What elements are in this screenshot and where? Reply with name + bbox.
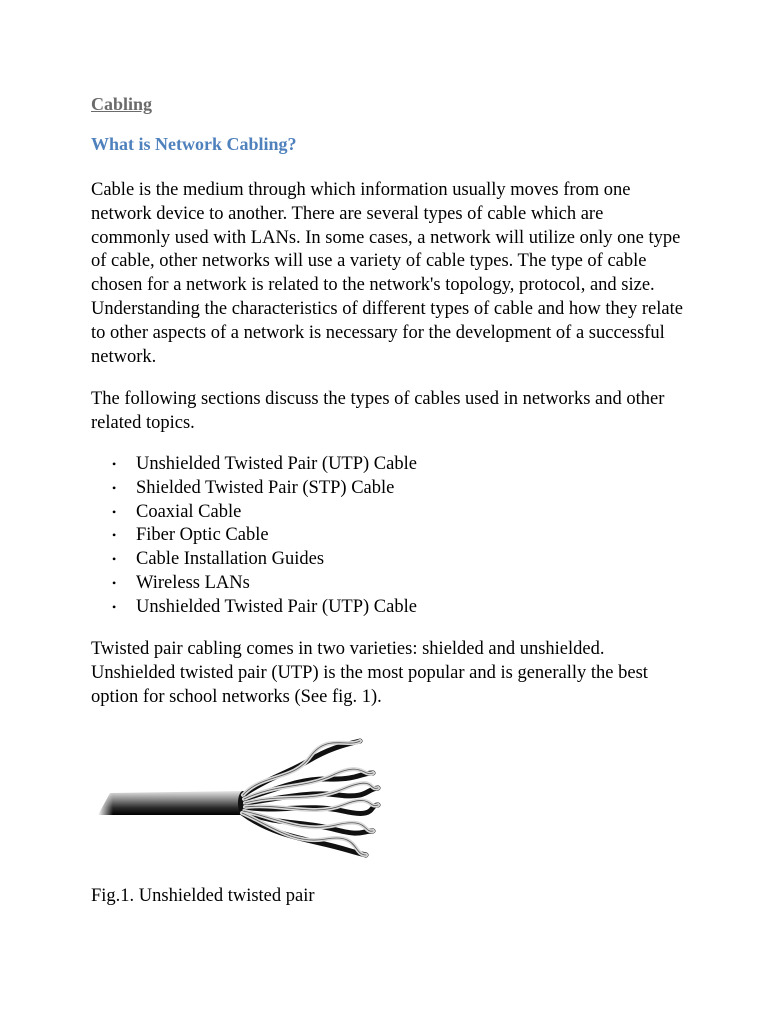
list-item [91,524,417,548]
list-item-label: Unshielded Twisted Pair (UTP) Cable [136,596,417,617]
list-item-label: Unshielded Twisted Pair (UTP) Cable [136,454,417,474]
list-item-label: Wireless LANs [136,572,250,593]
sections-paragraph: The following sections discuss the types of cables used in networks and other related topics. [91,389,665,433]
list-item [91,572,417,596]
intro-paragraph: Cable is the medium through which information usually moves from one network device to another. There are several types of cable which are commonly used with LANs. In some cases, a network will utilize only one type of cable, other networks will use a variety of cable types. The type of cable chosen for a network is related to the network's topology, protocol, and size. Understanding the characteristics of different types of cable and how they relate to other aspects of a network is necessary for the development of a successful network. [91,180,683,367]
bullet-icon: • [112,552,117,567]
list-item-label: Cable Installation Guides [136,549,325,570]
list-item [91,477,417,501]
section-title: Cabling [91,94,153,114]
list-item-label: Fiber Optic Cable [136,525,269,546]
bullet-icon: • [112,504,117,519]
list-item [91,596,417,620]
list-item [91,548,417,572]
cable-types-list [91,453,417,620]
bullet-icon: • [112,480,117,495]
bullet-icon: • [112,575,117,590]
bullet-icon: • [112,528,117,543]
bullet-icon: • [112,599,117,614]
bullet-icon: • [112,457,117,471]
list-item [91,501,417,525]
list-item-label: Shielded Twisted Pair (STP) Cable [136,477,395,498]
twisted-pair-paragraph: Twisted pair cabling comes in two varieties: shielded and unshielded. Unshielded twisted pair (UTP) is the most popular and is generally the best option for school networks (See fig. 1). [91,639,648,707]
figure-caption: Fig.1. Unshielded twisted pair [91,886,315,906]
subtitle-heading: What is Network Cabling? [91,134,297,154]
list-item-label: Coaxial Cable [136,501,242,522]
list-item [91,453,417,477]
utp-cable-illustration [98,733,388,863]
